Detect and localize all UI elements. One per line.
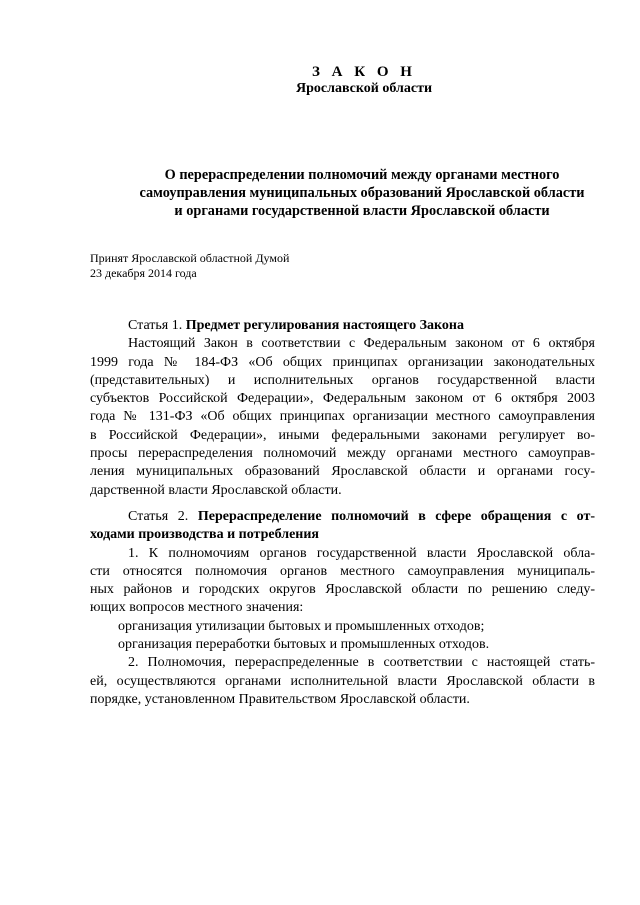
article-1-line: просы перераспределения полномочий между органами местного самоуправ-: [90, 446, 595, 462]
article-1-line: в Российской Федерации», иными федеральными законами регулирует во-: [90, 427, 595, 443]
document-region-heading: Ярославской области: [295, 81, 433, 96]
article-1-line: 1999 года № 184-ФЗ «Об общих принципах организации законодательных: [90, 354, 595, 370]
article-1-label: Статья 1.: [128, 318, 186, 333]
article-1-line: (представительных) и исполнительных органов государственной власти: [90, 372, 595, 388]
article-1-title: Предмет регулирования настоящего Закона: [185, 318, 464, 333]
article-2-line: ей, осуществляются органами исполнительной власти Ярославской области в: [90, 673, 595, 689]
article-2-title: Перераспределение полномочий в сфере обращения с от-: [197, 509, 595, 524]
article-2-line: порядке, установленном Правительством Ярославской области.: [90, 691, 470, 707]
article-2-line: сти относятся полномочия органов местного самоуправления муниципаль-: [90, 563, 595, 579]
article-2-title-cont: ходами производства и потребления: [90, 527, 320, 543]
article-2-line: 2. Полномочия, перераспределенные в соответствии с настоящей стать-: [128, 655, 595, 671]
article-2-line: ных районов и городских округов Ярославской области по решению следу-: [90, 582, 595, 598]
article-1-line: дарственной власти Ярославской области.: [90, 482, 342, 498]
article-1-line: года № 131-ФЗ «Об общих принципах организации местного самоуправления: [90, 409, 595, 425]
article-2: [90, 508, 595, 709]
article-2-line: 1. К полномочиям органов государственной власти Ярославской обла-: [128, 545, 595, 561]
document-type-heading: З А К О Н: [312, 64, 416, 80]
law-title: [100, 166, 624, 220]
law-title-line: и органами государственной власти Ярославской области: [174, 203, 550, 219]
adoption-date: 23 декабря 2014 года: [90, 266, 197, 280]
article-2-label: Статья 2.: [128, 509, 198, 524]
law-title-line: самоуправления муниципальных образований Ярославской области: [139, 185, 585, 201]
article-2-heading-cont: [90, 526, 595, 544]
article-2-heading: [90, 508, 595, 526]
article-1-line: ления муниципальных образований Ярославской области и органами госу-: [90, 464, 595, 480]
law-title-line: О перераспределении полномочий между органами местного: [164, 167, 560, 183]
article-1: [90, 317, 595, 500]
article-1-line: субъектов Российской Федерации», Федеральным законом от 6 октября 2003: [90, 391, 595, 407]
article-2-line: организация утилизации бытовых и промышленных отходов;: [118, 618, 485, 634]
article-1-heading: [90, 317, 595, 335]
article-1-line: Настоящий Закон в соответствии с Федеральным законом от 6 октября: [128, 336, 595, 352]
adoption-body: Принят Ярославской областной Думой: [90, 251, 290, 265]
article-2-line: ющих вопросов местного значения:: [90, 600, 304, 616]
article-2-line: организация переработки бытовых и промышленных отходов.: [118, 637, 490, 653]
adoption-info: [90, 251, 289, 281]
